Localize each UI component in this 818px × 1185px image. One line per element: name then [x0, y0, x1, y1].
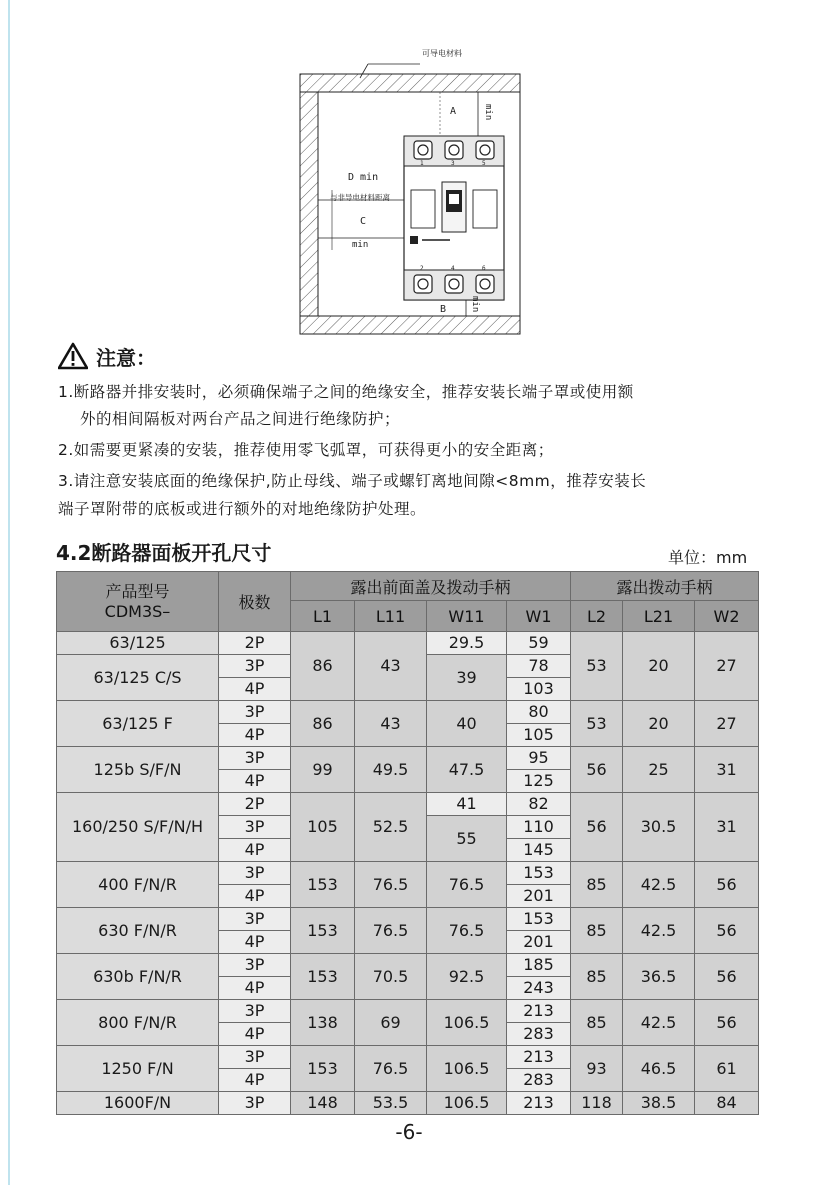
poles-cell: 4P — [219, 770, 291, 793]
table-row — [57, 793, 759, 816]
note-line: 2.如需要更紧凑的安装，推荐使用零飞弧罩，可获得更小的安全距离； — [58, 441, 554, 459]
w1-cell: 283 — [507, 1069, 571, 1092]
poles-cell: 3P — [219, 1092, 291, 1115]
l2-cell: 85 — [571, 908, 623, 954]
w1-cell: 110 — [507, 816, 571, 839]
l2-cell: 93 — [571, 1046, 623, 1092]
w1-cell: 145 — [507, 839, 571, 862]
w11-cell: 40 — [427, 701, 507, 747]
a-label: A — [450, 106, 457, 117]
w1-cell: 201 — [507, 885, 571, 908]
l11-cell: 76.5 — [355, 862, 427, 908]
note-line: 端子罩附带的底板或进行额外的对地绝缘防护处理。 — [58, 500, 427, 518]
w2-cell: 27 — [695, 632, 759, 701]
w1-cell: 80 — [507, 701, 571, 724]
poles-cell: 3P — [219, 954, 291, 977]
table-row — [57, 1092, 759, 1115]
l1-cell: 105 — [291, 793, 355, 862]
w1-cell: 82 — [507, 793, 571, 816]
w1-cell: 153 — [507, 862, 571, 885]
group2-header: 露出拨动手柄 — [571, 572, 759, 601]
l11-cell: 43 — [355, 632, 427, 701]
page-number: -6- — [395, 1120, 423, 1144]
w2-cell: 56 — [695, 954, 759, 1000]
w11-cell: 41 — [427, 793, 507, 816]
terminal-number: 3 — [451, 160, 455, 167]
l1-cell: 153 — [291, 954, 355, 1000]
diagram-drawing — [290, 40, 540, 340]
l21-cell: 46.5 — [623, 1046, 695, 1092]
l21-cell: 30.5 — [623, 793, 695, 862]
notes-title: 注意： — [96, 345, 156, 370]
l1-cell: 86 — [291, 701, 355, 747]
b-label: B — [440, 304, 447, 315]
col-header: L11 — [355, 601, 427, 632]
l2-cell: 56 — [571, 793, 623, 862]
w11-cell: 106.5 — [427, 1000, 507, 1046]
c-label: C — [360, 216, 367, 227]
w2-cell: 56 — [695, 1000, 759, 1046]
model-cell: 160/250 S/F/N/H — [57, 793, 219, 862]
l11-cell: 43 — [355, 701, 427, 747]
l11-cell: 69 — [355, 1000, 427, 1046]
poles-cell: 3P — [219, 1046, 291, 1069]
model-cell: 63/125 C/S — [57, 655, 219, 701]
l11-cell: 70.5 — [355, 954, 427, 1000]
w11-cell: 39 — [427, 655, 507, 701]
l21-cell: 42.5 — [623, 1000, 695, 1046]
model-cell: 1600F/N — [57, 1092, 219, 1115]
poles-cell: 3P — [219, 747, 291, 770]
table-row — [57, 1046, 759, 1069]
w1-cell: 78 — [507, 655, 571, 678]
poles-cell: 3P — [219, 862, 291, 885]
panel-cutout-dimensions-table — [56, 571, 759, 1115]
poles-cell: 3P — [219, 655, 291, 678]
l21-cell: 42.5 — [623, 862, 695, 908]
model-cell: 400 F/N/R — [57, 862, 219, 908]
poles-cell: 3P — [219, 816, 291, 839]
l11-cell: 49.5 — [355, 747, 427, 793]
poles-cell: 4P — [219, 977, 291, 1000]
l1-cell: 86 — [291, 632, 355, 701]
l2-cell: 53 — [571, 632, 623, 701]
w2-cell: 56 — [695, 908, 759, 954]
w1-cell: 213 — [507, 1046, 571, 1069]
l1-cell: 153 — [291, 1046, 355, 1092]
b-min-label: min — [470, 296, 480, 313]
left-margin-rule — [8, 0, 10, 1185]
l21-cell: 38.5 — [623, 1092, 695, 1115]
w11-cell: 92.5 — [427, 954, 507, 1000]
l21-cell: 36.5 — [623, 954, 695, 1000]
poles-cell: 4P — [219, 931, 291, 954]
w11-cell: 55 — [427, 816, 507, 862]
table-row — [57, 747, 759, 770]
l1-cell: 148 — [291, 1092, 355, 1115]
table-row — [57, 954, 759, 977]
model-cell: 800 F/N/R — [57, 1000, 219, 1046]
model-cell: 630b F/N/R — [57, 954, 219, 1000]
c-min-label: min — [352, 240, 369, 250]
terminal-number: 6 — [482, 265, 486, 272]
col-header: L2 — [571, 601, 623, 632]
w2-cell: 27 — [695, 701, 759, 747]
notes-heading — [58, 340, 156, 372]
d-min-label: D min — [348, 172, 379, 183]
w1-cell: 213 — [507, 1092, 571, 1115]
col-header: W1 — [507, 601, 571, 632]
poles-cell: 4P — [219, 724, 291, 747]
poles-cell: 2P — [219, 632, 291, 655]
col-header: W11 — [427, 601, 507, 632]
table-row — [57, 632, 759, 655]
l2-cell: 56 — [571, 747, 623, 793]
w1-cell: 125 — [507, 770, 571, 793]
w11-cell: 76.5 — [427, 908, 507, 954]
l21-cell: 42.5 — [623, 908, 695, 954]
unit-label: 单位：mm — [668, 548, 748, 567]
w1-cell: 243 — [507, 977, 571, 1000]
l2-cell: 85 — [571, 954, 623, 1000]
l1-cell: 99 — [291, 747, 355, 793]
table-row — [57, 1000, 759, 1023]
note-line: 外的相间隔板对两台产品之间进行绝缘防护； — [80, 410, 401, 428]
l11-cell: 76.5 — [355, 908, 427, 954]
w11-cell: 106.5 — [427, 1092, 507, 1115]
w11-cell: 29.5 — [427, 632, 507, 655]
table-row — [57, 908, 759, 931]
col-header: L21 — [623, 601, 695, 632]
l1-cell: 138 — [291, 1000, 355, 1046]
poles-cell: 4P — [219, 1023, 291, 1046]
w2-cell: 31 — [695, 793, 759, 862]
conductive-material-label: 可导电材料 — [422, 49, 462, 58]
l1-cell: 153 — [291, 908, 355, 954]
poles-cell: 2P — [219, 793, 291, 816]
w11-cell: 106.5 — [427, 1046, 507, 1092]
l2-cell: 118 — [571, 1092, 623, 1115]
l2-cell: 53 — [571, 701, 623, 747]
warning-icon — [58, 342, 88, 370]
terminal-number: 2 — [420, 265, 424, 272]
w1-cell: 95 — [507, 747, 571, 770]
poles-cell: 3P — [219, 1000, 291, 1023]
a-min-label: min — [483, 104, 493, 121]
table-row — [57, 701, 759, 724]
note-line: 1.断路器并排安装时，必须确保端子之间的绝缘安全，推荐安装长端子罩或使用额 — [58, 383, 634, 401]
w1-cell: 201 — [507, 931, 571, 954]
header-row — [57, 572, 759, 601]
l11-cell: 53.5 — [355, 1092, 427, 1115]
l21-cell: 20 — [623, 632, 695, 701]
w1-cell: 185 — [507, 954, 571, 977]
poles-header: 极数 — [219, 572, 291, 632]
w1-cell: 153 — [507, 908, 571, 931]
model-cell: 125b S/F/N — [57, 747, 219, 793]
note-line: 3.请注意安装底面的绝缘保护,防止母线、端子或螺钉离地间隙<8mm，推荐安装长 — [58, 472, 647, 490]
terminal-number: 4 — [451, 265, 455, 272]
table-row — [57, 862, 759, 885]
col-header: W2 — [695, 601, 759, 632]
non-conductive-distance-label: 与非导电材料距离 — [330, 193, 390, 202]
l21-cell: 20 — [623, 701, 695, 747]
model-cell: 63/125 F — [57, 701, 219, 747]
w2-cell: 84 — [695, 1092, 759, 1115]
l1-cell: 153 — [291, 862, 355, 908]
l11-cell: 76.5 — [355, 1046, 427, 1092]
w1-cell: 283 — [507, 1023, 571, 1046]
col-header: L1 — [291, 601, 355, 632]
installation-clearance-diagram — [290, 40, 540, 340]
w1-cell: 213 — [507, 1000, 571, 1023]
terminal-number: 1 — [420, 160, 424, 167]
poles-cell: 4P — [219, 839, 291, 862]
w2-cell: 31 — [695, 747, 759, 793]
section-title: 4.2断路器面板开孔尺寸 — [56, 541, 272, 565]
poles-cell: 3P — [219, 908, 291, 931]
w2-cell: 56 — [695, 862, 759, 908]
poles-cell: 4P — [219, 1069, 291, 1092]
w1-cell: 105 — [507, 724, 571, 747]
model-header: 产品型号 CDM3S– — [57, 572, 219, 632]
terminal-number: 5 — [482, 160, 486, 167]
w1-cell: 103 — [507, 678, 571, 701]
l11-cell: 52.5 — [355, 793, 427, 862]
w1-cell: 59 — [507, 632, 571, 655]
poles-cell: 3P — [219, 701, 291, 724]
poles-cell: 4P — [219, 678, 291, 701]
model-cell: 63/125 — [57, 632, 219, 655]
poles-cell: 4P — [219, 885, 291, 908]
w2-cell: 61 — [695, 1046, 759, 1092]
w11-cell: 47.5 — [427, 747, 507, 793]
model-cell: 1250 F/N — [57, 1046, 219, 1092]
l2-cell: 85 — [571, 1000, 623, 1046]
w11-cell: 76.5 — [427, 862, 507, 908]
l21-cell: 25 — [623, 747, 695, 793]
model-cell: 630 F/N/R — [57, 908, 219, 954]
l2-cell: 85 — [571, 862, 623, 908]
group1-header: 露出前面盖及拨动手柄 — [291, 572, 571, 601]
